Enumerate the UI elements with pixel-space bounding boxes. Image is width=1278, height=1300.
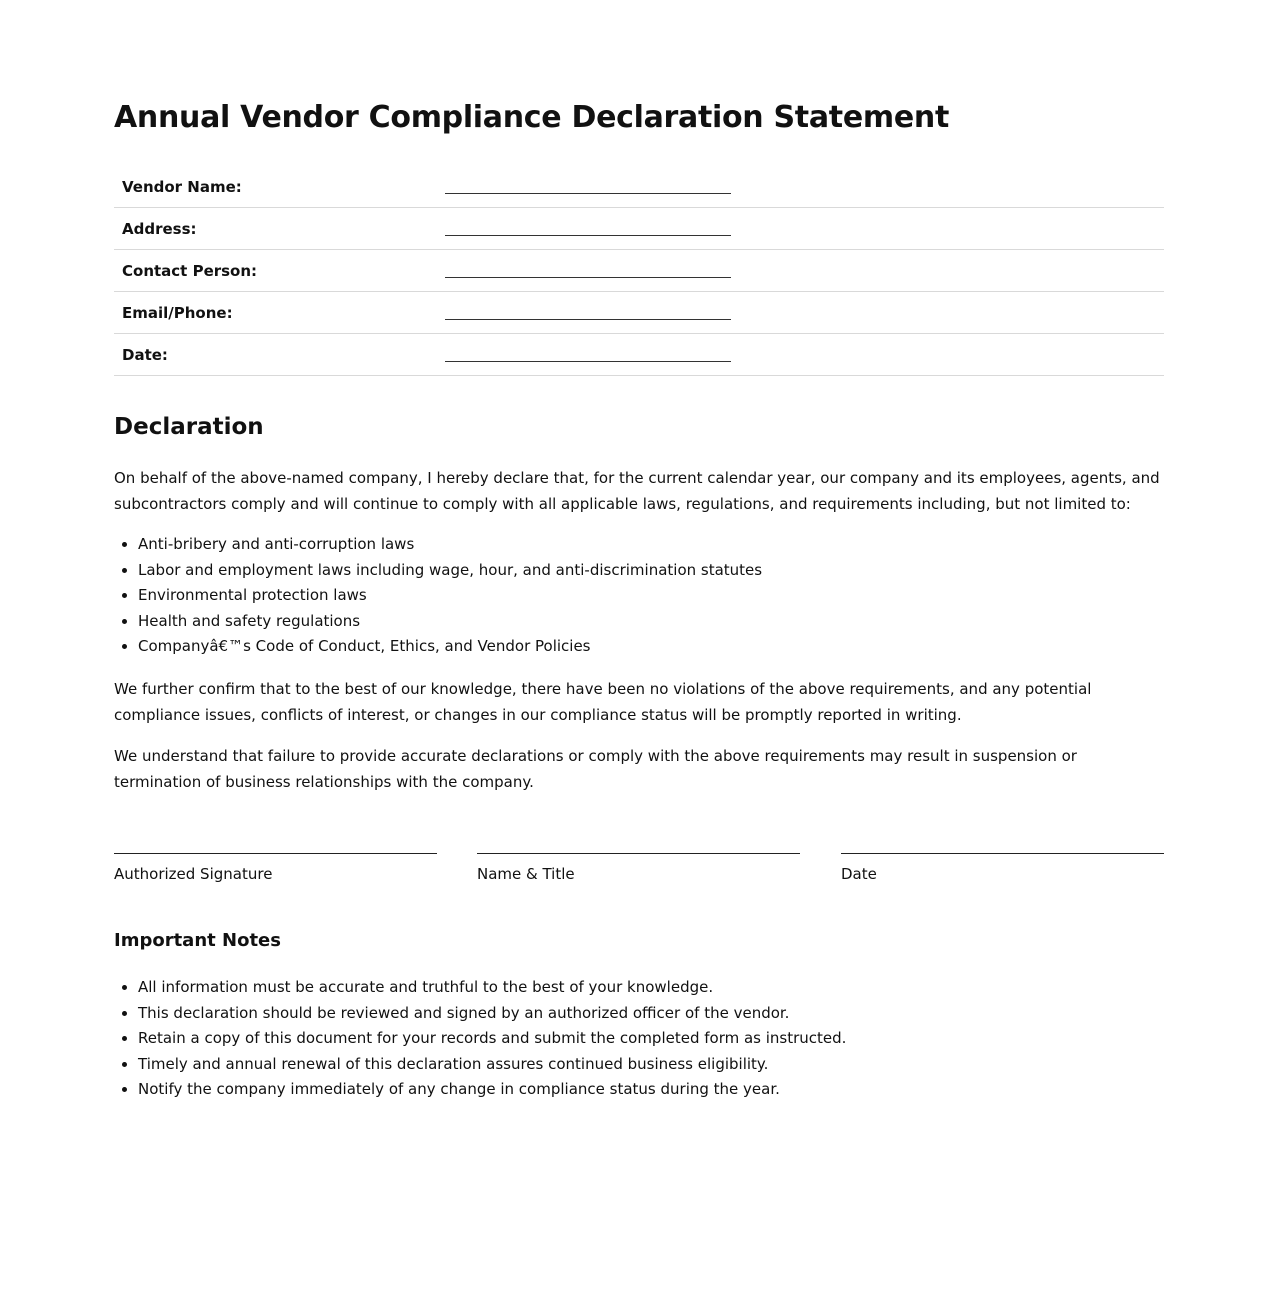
field-row-date [114, 334, 1164, 376]
field-row-contact-person [114, 250, 1164, 292]
important-notes-heading: Important Notes [114, 930, 281, 951]
contact-person-blank[interactable] [445, 263, 731, 278]
vendor-info-table [114, 166, 1164, 376]
field-row-address [114, 208, 1164, 250]
list-item: • Anti-bribery and anti-corruption laws [138, 532, 762, 558]
list-item: • Health and safety regulations [138, 609, 762, 635]
declaration-confirm: We further confirm that to the best of our knowledge, there have been no violations of the above requirements, and any potential compliance issues, conflicts of interest, or changes in our compliance status will be promptly reported in writing. [114, 680, 1092, 724]
declaration-heading: Declaration [114, 414, 264, 440]
name-title-line[interactable] [477, 853, 800, 854]
list-item: • Notify the company immediately of any change in compliance status during the year. [138, 1077, 846, 1103]
list-item: • This declaration should be reviewed and signed by an authorized officer of the vendor. [138, 1001, 846, 1027]
list-item: • Timely and annual renewal of this declaration assures continued business eligibility. [138, 1052, 846, 1078]
vendor-name-blank[interactable] [445, 179, 731, 194]
signature-block [114, 853, 437, 884]
date-label: Date [841, 865, 877, 883]
field-label: Date: [114, 334, 445, 376]
list-item: • All information must be accurate and truthful to the best of your knowledge. [138, 975, 846, 1001]
name-title-block [477, 853, 800, 884]
field-label: Vendor Name: [114, 166, 445, 208]
field-row-vendor-name [114, 166, 1164, 208]
signature-row [114, 853, 1164, 893]
page-title: Annual Vendor Compliance Declaration Statement [114, 100, 949, 135]
email-phone-blank[interactable] [445, 305, 731, 320]
field-label: Address: [114, 208, 445, 250]
field-row-email-phone [114, 292, 1164, 334]
list-item: • Retain a copy of this document for your records and submit the completed form as instructed. [138, 1026, 846, 1052]
declaration-understand: We understand that failure to provide accurate declarations or comply with the above requirements may result in suspension or termination of business relationships with the company. [114, 747, 1077, 791]
list-item: • Environmental protection laws [138, 583, 762, 609]
address-blank[interactable] [445, 221, 731, 236]
notes-list [114, 975, 846, 1103]
list-item: • Labor and employment laws including wage, hour, and anti-discrimination statutes [138, 558, 762, 584]
declaration-intro: On behalf of the above-named company, I hereby declare that, for the current calendar year, our company and its employees, agents, and subcontractors comply and will continue to comply with all applicable laws, regulations, and requirements including, but not limited to: [114, 469, 1160, 513]
date-block [841, 853, 1164, 884]
compliance-list [114, 532, 762, 660]
date-line[interactable] [841, 853, 1164, 854]
date-blank[interactable] [445, 347, 731, 362]
name-title-label: Name & Title [477, 865, 575, 883]
list-item: • Companyâ€™s Code of Conduct, Ethics, and Vendor Policies [138, 634, 762, 660]
signature-line[interactable] [114, 853, 437, 854]
field-label: Contact Person: [114, 250, 445, 292]
field-label: Email/Phone: [114, 292, 445, 334]
signature-label: Authorized Signature [114, 865, 273, 883]
